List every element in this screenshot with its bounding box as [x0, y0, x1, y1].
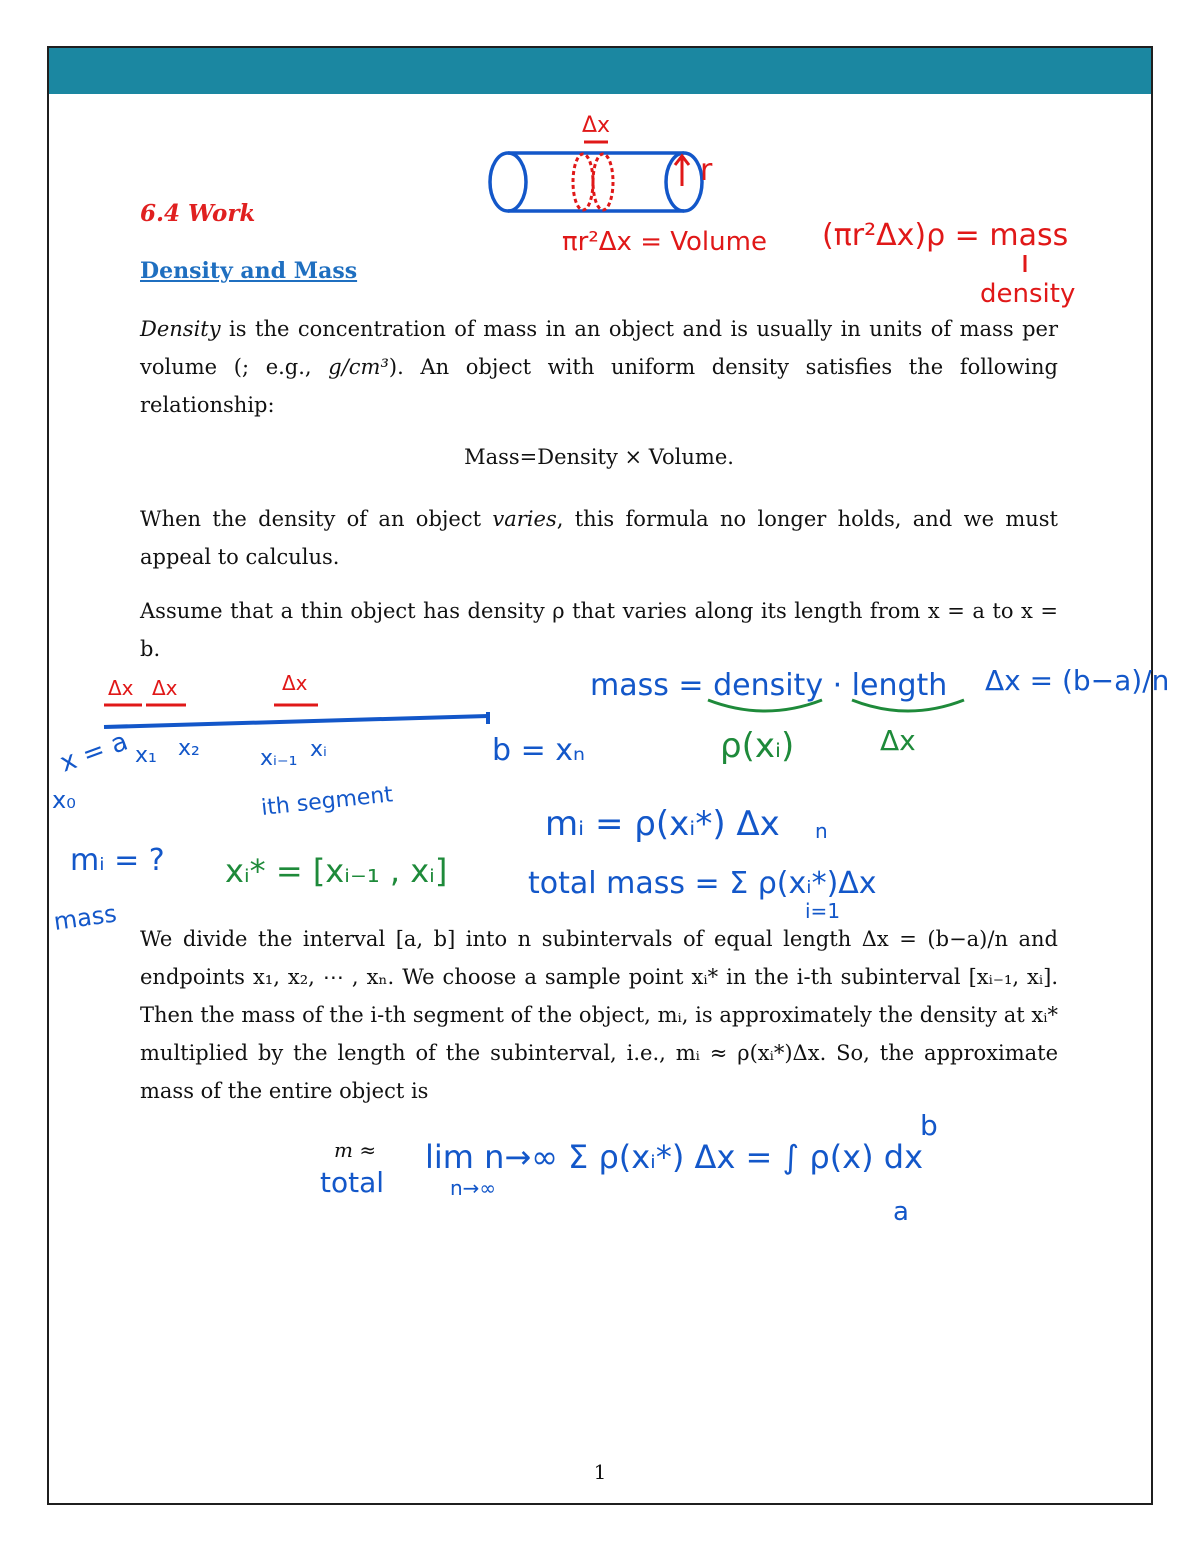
xim1-label: xᵢ₋₁	[260, 746, 298, 771]
x0-label: x₀	[52, 786, 76, 814]
density-units: g/cm³	[328, 355, 389, 379]
paragraph-varies	[140, 500, 1058, 576]
density-tail: ). An object with uniform density satisfies the following relationship:	[140, 355, 1058, 417]
total-mass-label: total mass = Σ ρ(xᵢ*)Δx	[528, 866, 877, 901]
page-number: 1	[593, 1460, 607, 1484]
dx-label-1: Δx	[108, 676, 134, 700]
mass-side-label: mass	[51, 899, 119, 936]
sum-i1-label: i=1	[805, 899, 841, 923]
paragraph-assume: Assume that a thin object has density ρ that varies along its length from x = a to x = b.	[140, 599, 1058, 661]
mass-eq-label: mass = density · length	[590, 668, 948, 703]
limit-label: lim n→∞ Σ ρ(xᵢ*) Δx = ∫ ρ(x) dx	[425, 1138, 924, 1176]
x2-label: x₂	[178, 736, 200, 761]
dx-label-3: Δx	[282, 671, 308, 695]
rho-xi-label: ρ(xᵢ)	[720, 726, 795, 766]
m-approx: m ≈	[334, 1138, 377, 1162]
varies-pre: When the density of an object	[140, 507, 493, 531]
varies-post: , this formula no longer holds, and we must appeal to calculus.	[140, 507, 1058, 569]
dx-top-label: Δx	[582, 113, 611, 138]
int-a-label: a	[893, 1197, 909, 1227]
density-text: is the concentration of mass in an object and is usually in units of mass per volume (; e.g.,	[140, 317, 1058, 379]
delta-x-label: Δx	[880, 724, 916, 757]
density-term: Density	[140, 317, 221, 341]
int-b-label: b	[920, 1109, 938, 1142]
r-label: r	[700, 153, 713, 188]
total-label: total	[320, 1166, 385, 1199]
b-xn-label: b = xₙ	[492, 733, 585, 768]
ith-segment-label: ith segment	[260, 782, 395, 821]
xistar-label: xᵢ* = [xᵢ₋₁ , xᵢ]	[225, 852, 448, 890]
paragraph-divide: We divide the interval [a, b] into n subintervals of equal length Δx = (b−a)/n and endpoints x₁, x₂, ⋯ , xₙ. We choose a sample point xᵢ* in the i-th subinterval [xᵢ₋₁, xᵢ]. Then the mass of the i-th segment of the object, mᵢ, is approximately the density at xᵢ* multiplied by the length of the subinterval, i.e., mᵢ ≈ ρ(xᵢ*)Δx. So, the approximate mass of the entire object is	[140, 927, 1058, 1103]
xi-label: xᵢ	[310, 737, 327, 762]
x-eq-a-label: x = a	[56, 726, 132, 779]
dx-def-label: Δx = (b−a)/n	[985, 664, 1170, 697]
volume-label: πr²Δx = Volume	[562, 227, 767, 257]
mass-expr-label: (πr²Δx)ρ = mass	[822, 218, 1069, 253]
sum-n-label: n	[815, 819, 828, 843]
section-title: 6.4 Work	[140, 200, 256, 227]
dx-label-2: Δx	[152, 676, 178, 700]
mi-q-label: mᵢ = ?	[70, 843, 165, 878]
paragraph-density	[140, 310, 1058, 424]
x1-label: x₁	[135, 743, 157, 768]
varies-term: varies	[492, 507, 557, 531]
mi-eq-label: mᵢ = ρ(xᵢ*) Δx	[545, 804, 780, 844]
subtitle: Density and Mass	[140, 258, 358, 284]
density-label: density	[980, 279, 1076, 309]
header-bar	[49, 48, 1151, 94]
limit-lower-label: n→∞	[450, 1176, 497, 1200]
mass-formula: Mass=Density × Volume.	[464, 445, 734, 469]
